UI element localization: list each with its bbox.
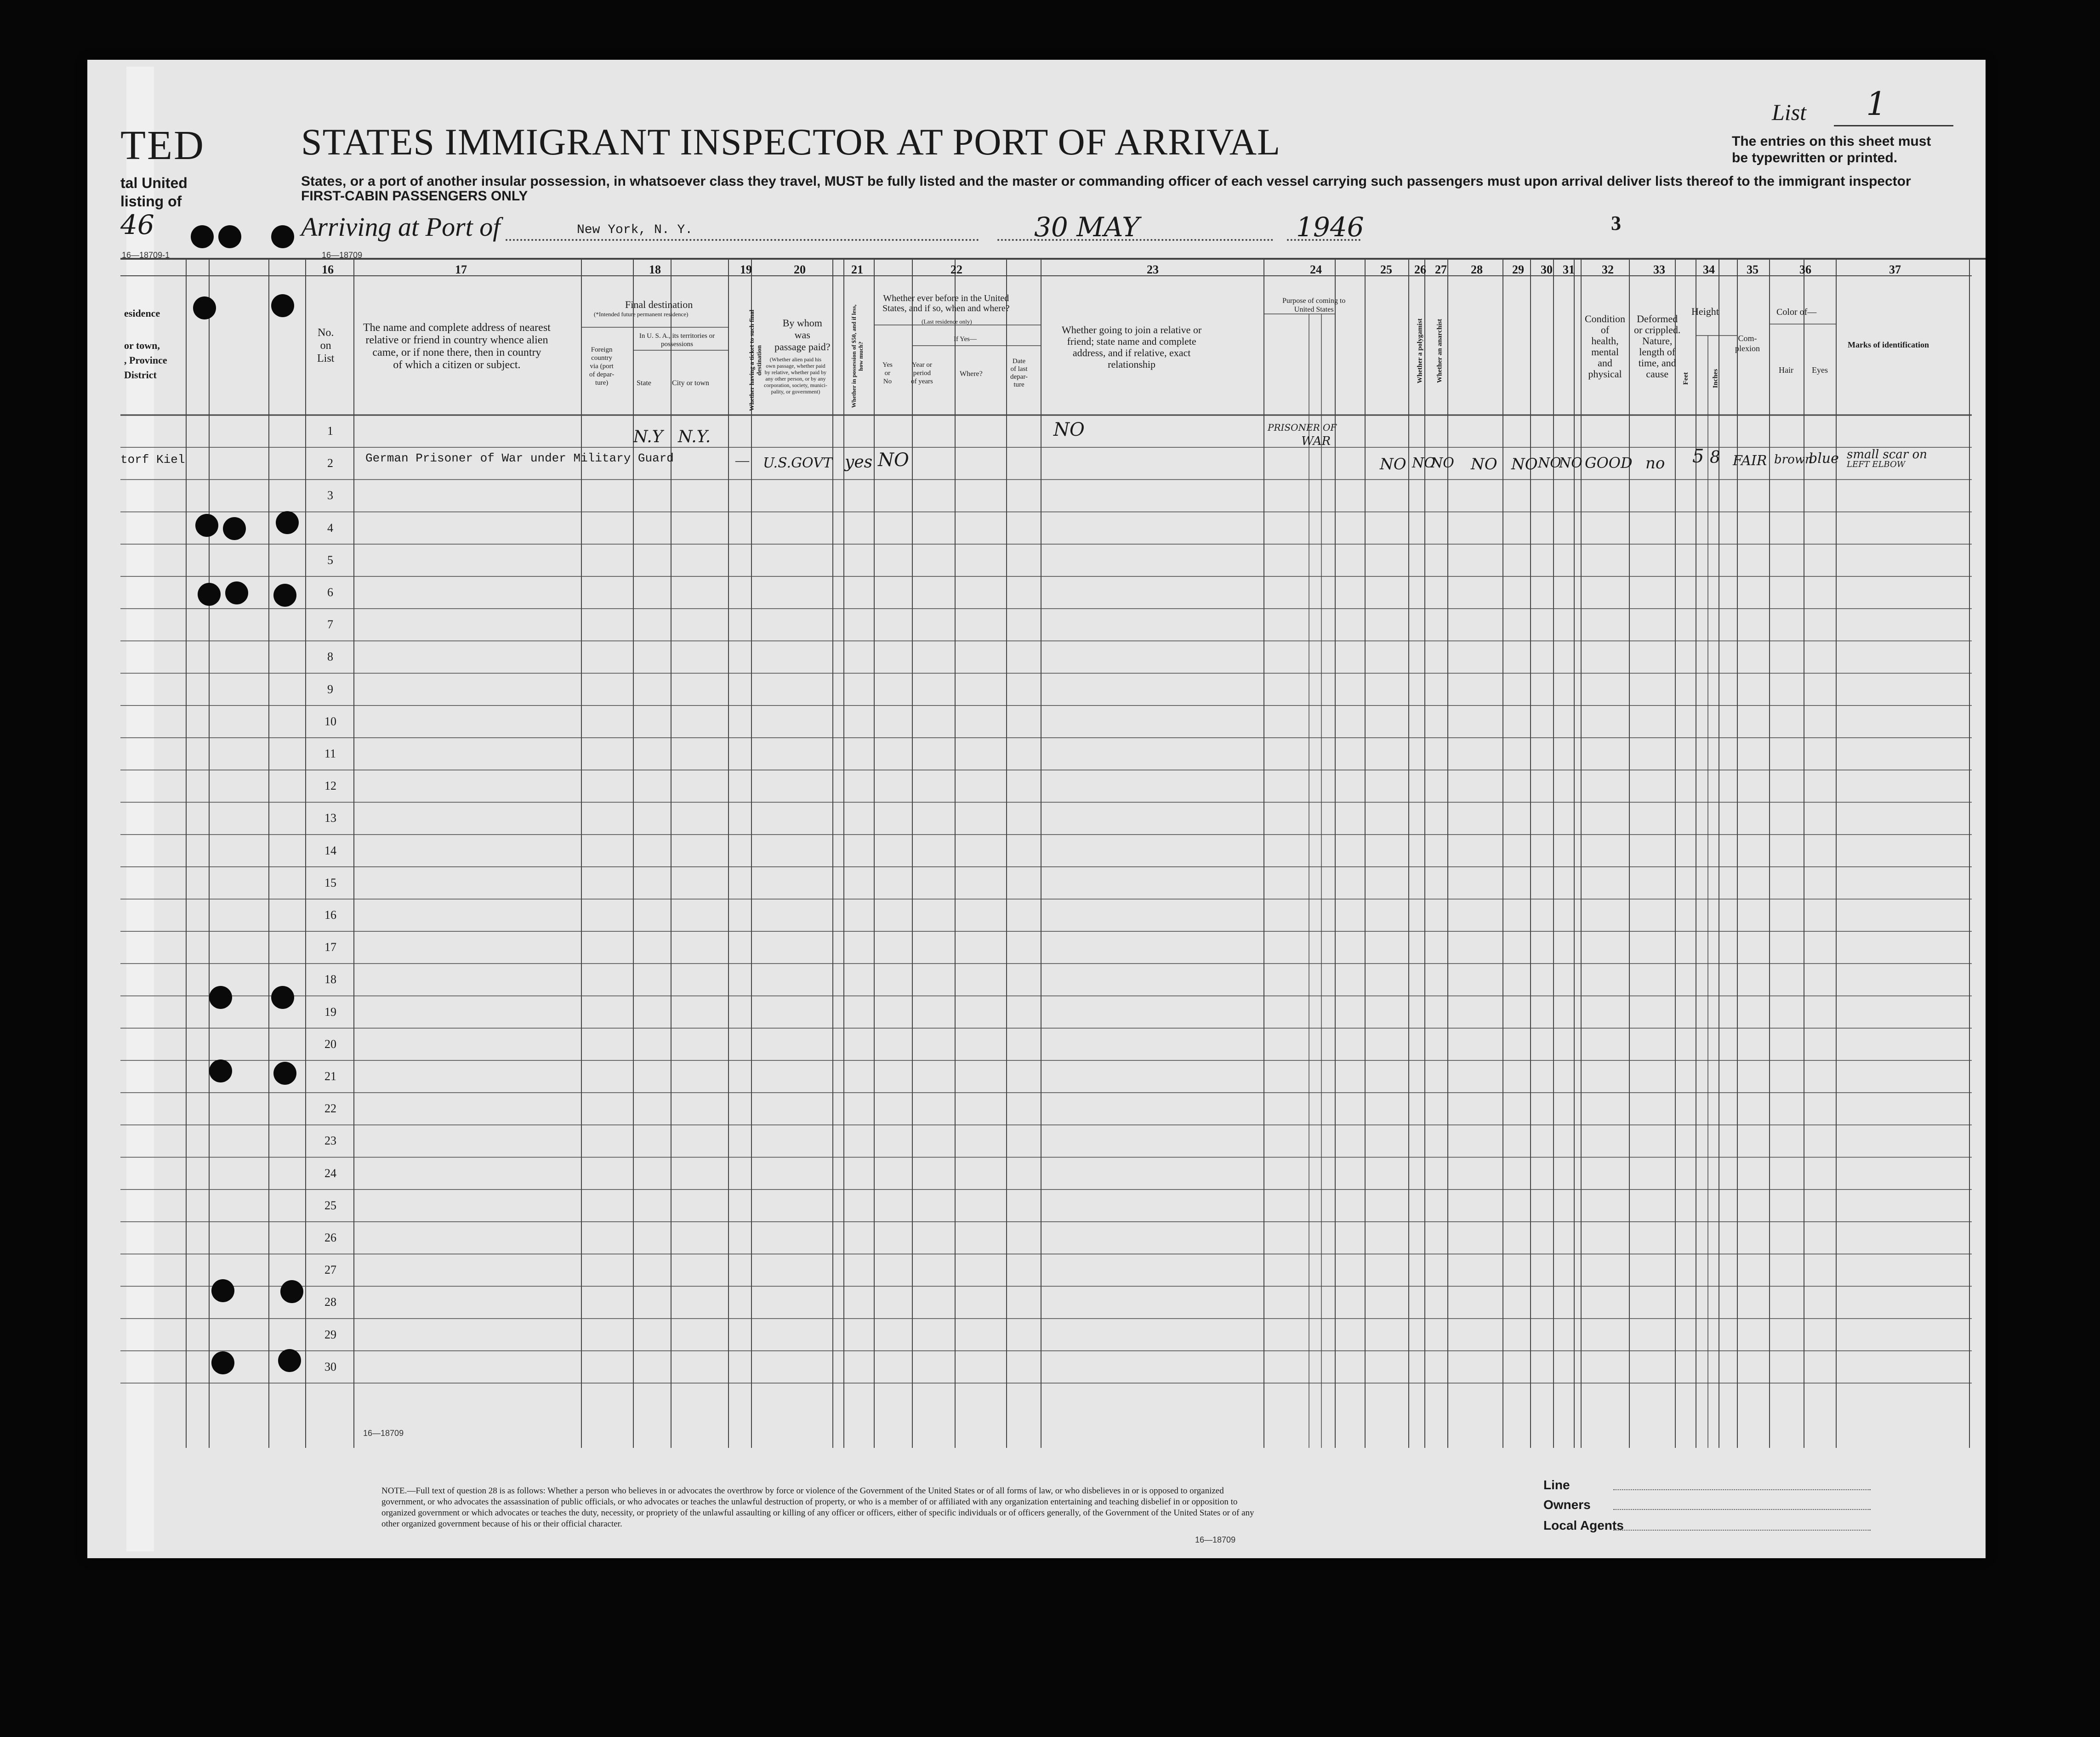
- punch-hole: [209, 1059, 232, 1082]
- col-22-last-4: ture: [1013, 381, 1024, 388]
- col-22-where: Where?: [960, 370, 983, 378]
- page-title: STATES IMMIGRANT INSPECTOR AT PORT OF ARRIVAL: [301, 121, 1281, 163]
- entry-state: N.Y: [633, 427, 663, 446]
- col-20-number: 20: [794, 263, 806, 276]
- entry-purpose: [1268, 421, 1337, 448]
- row-number: 4: [327, 521, 333, 535]
- col-35-header: [1735, 333, 1760, 353]
- form-number-left: 16—18709-1: [122, 251, 170, 260]
- subtitle: States, or a port of another insular possession, in whatsoever class they travel, MUST be fully listed and the master or commanding officer of each vessel carrying such passengers must upon arrival deliver lists thereof to the immigrant inspector: [301, 174, 1911, 189]
- col-18-foreign: [589, 346, 614, 387]
- punch-hole: [271, 225, 294, 248]
- row-number: 3: [327, 489, 333, 502]
- entry-hair: brown: [1774, 453, 1813, 467]
- cabin-class: FIRST-CABIN PASSENGERS ONLY: [301, 188, 528, 204]
- row-number: 17: [324, 940, 336, 954]
- col-22-last-departure: [1010, 358, 1028, 389]
- col-22-last-1: Date: [1012, 358, 1026, 365]
- col-23-line-4: relationship: [1108, 359, 1156, 370]
- col-18-number: 18: [649, 263, 661, 276]
- col-34-inches: Inches: [1712, 369, 1719, 388]
- entry-deformed: no: [1645, 454, 1665, 473]
- col-27-number: 27: [1435, 263, 1447, 276]
- col-18-foreign-2: country: [591, 354, 613, 362]
- left-fragment-line-1: tal United: [120, 175, 188, 191]
- punch-hole: [225, 581, 248, 604]
- col-23-line-2: friend; state name and complete: [1067, 336, 1196, 347]
- left-title-fragment: TED: [120, 123, 205, 168]
- col-22-if-yes: If Yes—: [954, 336, 977, 343]
- residence-fragment-1: esidence: [124, 308, 160, 319]
- col-22-last-2: of last: [1010, 365, 1028, 373]
- entry-city: N.Y.: [678, 427, 711, 446]
- col-27-header: Whether an anarchist: [1436, 319, 1444, 383]
- row-number: 10: [324, 714, 336, 728]
- col-32-line-3: health,: [1591, 335, 1619, 347]
- col-34-feet: Feet: [1682, 372, 1690, 385]
- entry-c29: NO: [1511, 455, 1538, 473]
- row-number: 26: [324, 1231, 336, 1244]
- instruction-line-1: The entries on this sheet must: [1732, 134, 1931, 149]
- col-24-header: [1282, 296, 1345, 314]
- arrival-date: 30 MAY: [1034, 211, 1140, 243]
- row-number: 9: [327, 682, 333, 696]
- col-32-line-5: and: [1598, 357, 1612, 369]
- col-23-header: [1062, 324, 1201, 370]
- form-number-mid: 16—18709: [322, 251, 363, 260]
- col-16-line-2: on: [320, 340, 331, 352]
- punch-hole: [276, 511, 299, 534]
- entry-paid-by: U.S.GOVT: [763, 455, 832, 471]
- punch-hole: [211, 1279, 234, 1302]
- col-22-line-2: States, and if so, when and where?: [882, 303, 1010, 313]
- entry-relative: German Prisoner of War under Military Guard: [365, 451, 674, 465]
- col-19-number: 19: [740, 263, 752, 276]
- col-25-number: 25: [1380, 263, 1392, 276]
- col-20-instructions: [764, 356, 827, 395]
- col-23-line-1: Whether going to join a relative or: [1062, 324, 1202, 336]
- row-number: 19: [324, 1005, 336, 1019]
- col-31-number: 31: [1563, 263, 1575, 276]
- list-number: 1: [1866, 85, 1887, 123]
- entry-money: yes: [845, 453, 873, 472]
- col-20-small-5: corporation, society, munici-: [764, 382, 827, 388]
- col-21-header: Whether in possession of $50, and if less, how much?: [850, 304, 864, 408]
- entry-ever-before: NO: [878, 450, 909, 471]
- col-18-header: Final destination: [625, 299, 693, 310]
- col-34-header: Height: [1691, 306, 1719, 317]
- form-number-bottom: 16—18709: [1195, 1535, 1236, 1544]
- col-22-yes: Yes: [882, 361, 893, 369]
- row-number: 6: [327, 586, 333, 599]
- col-26-header: Whether a polygamist: [1416, 318, 1424, 384]
- entry-health: GOOD: [1585, 454, 1633, 472]
- punch-hole: [209, 986, 232, 1009]
- entry-purpose-2: WAR: [1301, 434, 1331, 448]
- col-17-line-2: relative or friend in country whence alien: [365, 334, 548, 346]
- sheet-number: 3: [1611, 212, 1621, 234]
- punch-hole: [278, 1349, 301, 1372]
- col-17-number: 17: [455, 263, 467, 276]
- col-36-header: Color of—: [1776, 307, 1817, 317]
- col-24-line-2: United States: [1294, 306, 1334, 313]
- col-18-foreign-5: ture): [595, 379, 609, 387]
- col-24-line-1: Purpose of coming to: [1282, 297, 1346, 305]
- col-36-eyes: Eyes: [1812, 365, 1828, 375]
- punch-hole: [273, 584, 296, 607]
- col-37-header: Marks of identification: [1848, 340, 1929, 349]
- row-number: 2: [327, 456, 333, 470]
- row-number: 27: [324, 1263, 336, 1277]
- arrival-year: 1946: [1296, 211, 1364, 243]
- question-28-note: NOTE.—Full text of question 28 is as follows: Whether a person who believes in or advocates the overthrow by force or violence of the Government of the United States or of all forms of law, or who disbelieves in or is opposed to organized government, or who advocates the assassination of public officials, or who advocates or teaches the unlawful destruction of property, or who is a member of or affiliated with any organization entertaining and teaching disbelief in or opposition to organized government or which advocates or teaches the duty, necessity, or propriety of the unlawful assaulting or killing of any officer or officers, either of specific individuals or of officers generally, of the Government of the United States or of any other organized government because of his or their official character.: [381, 1486, 1254, 1529]
- col-17-line-3: came, or if none there, then in country: [372, 347, 541, 359]
- residence-fragment-4: District: [124, 369, 157, 381]
- col-33-line-3: Nature,: [1642, 335, 1673, 347]
- col-22-year-1: Year or: [912, 361, 932, 369]
- col-16-header: [317, 326, 334, 365]
- col-30-number: 30: [1541, 263, 1553, 276]
- residence-fragment-2: or town,: [124, 340, 160, 351]
- line-label: Line: [1543, 1478, 1570, 1492]
- col-33-line-5: time, and: [1638, 357, 1676, 369]
- col-22-year: [911, 361, 933, 386]
- col-22-line-1: Whether ever before in the United: [883, 293, 1009, 303]
- col-32-header: [1585, 313, 1625, 380]
- row-number: 15: [324, 876, 336, 889]
- row-number: 23: [324, 1134, 336, 1148]
- col-29-number: 29: [1512, 263, 1524, 276]
- punch-hole: [193, 296, 216, 319]
- row-number: 25: [324, 1198, 336, 1212]
- entry-c31: NO: [1559, 455, 1582, 471]
- row-number: 22: [324, 1102, 336, 1116]
- punch-hole: [198, 583, 221, 606]
- col-21-number: 21: [851, 263, 863, 276]
- col-20-header: [774, 317, 831, 353]
- col-36-number: 36: [1799, 263, 1811, 276]
- form-number-table: 16—18709: [363, 1429, 404, 1438]
- col-22-year-3: of years: [911, 378, 933, 385]
- entry-marks: [1847, 450, 1927, 470]
- row-number: 24: [324, 1166, 336, 1180]
- year-fragment: 46: [120, 209, 154, 240]
- entry-c30: NO: [1538, 455, 1561, 471]
- punch-hole: [191, 225, 214, 248]
- arriving-label: Arriving at Port of: [301, 212, 501, 242]
- entry-purpose-1: PRISONER OF: [1268, 422, 1337, 433]
- col-22-no: No: [883, 378, 892, 385]
- col-19-header: Whether having a ticket to such final destination: [749, 309, 763, 411]
- list-label: List: [1772, 99, 1807, 125]
- row-number: 21: [324, 1070, 336, 1083]
- col-20-small-1: (Whether alien paid his: [769, 356, 822, 363]
- row-number: 28: [324, 1295, 336, 1309]
- residence-header-fragment: [124, 304, 167, 384]
- col-18-usa: In U. S. A., its territories or possessions: [639, 332, 715, 348]
- col-33-header: [1634, 313, 1680, 380]
- punch-hole: [195, 514, 218, 537]
- col-33-number: 33: [1653, 263, 1665, 276]
- col-17-line-4: of which a citizen or subject.: [393, 359, 521, 371]
- col-18-foreign-1: Foreign: [591, 346, 613, 353]
- col-32-line-6: physical: [1588, 368, 1622, 380]
- left-fragment-line-2: listing of: [120, 193, 182, 210]
- col-20-line-2: was: [794, 329, 810, 341]
- line-field: [1613, 1489, 1871, 1490]
- col-18-foreign-3: via (port: [590, 363, 614, 370]
- row-number: 29: [324, 1327, 336, 1341]
- col-35-line-1: Com-: [1738, 334, 1757, 343]
- port-name: New York, N. Y.: [577, 223, 693, 237]
- col-32-line-1: Condition: [1585, 313, 1626, 325]
- col-22-number: 22: [950, 263, 962, 276]
- col-16-number: 16: [322, 263, 334, 276]
- col-17-line-1: The name and complete address of nearest: [363, 322, 551, 334]
- row-number: 8: [327, 650, 333, 664]
- row-number: 20: [324, 1037, 336, 1051]
- col-20-line-3: passage paid?: [774, 341, 831, 353]
- col-20-small-3: by relative, whether paid by: [764, 369, 827, 376]
- entry-marks-1: small scar on: [1847, 448, 1927, 461]
- entry-marks-2: LEFT ELBOW: [1847, 460, 1906, 469]
- residence-fragment-3: , Province: [124, 354, 167, 366]
- col-32-number: 32: [1602, 263, 1614, 276]
- entry-c25: NO: [1380, 455, 1406, 473]
- row-number: 14: [324, 843, 336, 857]
- entry-eyes: blue: [1809, 450, 1839, 467]
- col-32-line-4: mental: [1591, 346, 1619, 358]
- entry-ticket: —: [735, 453, 749, 468]
- col-22-yes-no: [882, 361, 893, 386]
- owners-label: Owners: [1543, 1498, 1591, 1512]
- col-20-line-1: By whom: [782, 317, 822, 329]
- entry-joining: NO: [1053, 419, 1085, 440]
- row-number: 11: [324, 747, 336, 760]
- owners-field: [1613, 1509, 1871, 1510]
- entry-c28: NO: [1471, 455, 1497, 473]
- col-24-number: 24: [1310, 263, 1322, 276]
- punch-hole: [223, 517, 246, 540]
- entry-complexion: FAIR: [1733, 453, 1767, 469]
- col-16-line-3: List: [317, 353, 335, 364]
- col-26-number: 26: [1414, 263, 1426, 276]
- row-number: 30: [324, 1360, 336, 1373]
- col-22-or: or: [884, 370, 891, 377]
- punch-hole: [273, 1062, 296, 1085]
- col-23-number: 23: [1147, 263, 1159, 276]
- col-18-foreign-4: of depar-: [589, 371, 615, 378]
- col-34-number: 34: [1703, 263, 1715, 276]
- col-36-hair: Hair: [1779, 365, 1793, 375]
- punch-hole: [271, 986, 294, 1009]
- col-22-last-3: depar-: [1010, 373, 1028, 381]
- row-number: 12: [324, 779, 336, 793]
- punch-hole: [211, 1351, 234, 1374]
- col-18-subheader: (*Intended future permanent residence): [594, 311, 689, 318]
- punch-hole: [271, 294, 294, 317]
- col-33-line-1: Deformed: [1637, 313, 1678, 325]
- row-number: 16: [324, 908, 336, 922]
- col-33-line-4: length of: [1639, 346, 1676, 358]
- col-37-number: 37: [1889, 263, 1901, 276]
- entry-c26: NO: [1412, 455, 1435, 471]
- col-20-small-6: pality, or government): [771, 388, 820, 395]
- col-20-small-2: own passage, whether paid: [766, 363, 825, 369]
- agents-field: [1613, 1530, 1871, 1531]
- punch-hole: [280, 1280, 303, 1303]
- col-16-line-1: No.: [318, 327, 334, 339]
- col-28-number: 28: [1471, 263, 1483, 276]
- col-18-state: State: [637, 379, 651, 387]
- row-number: 5: [327, 553, 333, 567]
- entry-feet: 5: [1692, 446, 1704, 467]
- col-22-header: [882, 293, 1010, 313]
- col-32-line-2: of: [1600, 324, 1610, 336]
- col-22-last-residence: (Last residence only): [922, 318, 972, 325]
- row-number: 1: [327, 424, 333, 438]
- col-23-line-3: address, and if relative, exact: [1072, 347, 1191, 359]
- col-33-line-2: or crippled.: [1634, 324, 1681, 336]
- entry-c27: NO: [1431, 455, 1454, 471]
- col-22-year-2: period: [913, 370, 931, 377]
- row-number: 7: [327, 618, 333, 632]
- col-17-header: [363, 322, 551, 371]
- col-18-city: City or town: [672, 379, 709, 387]
- entry-residence: torf Kiel: [120, 453, 185, 467]
- punch-hole: [218, 225, 241, 248]
- col-20-small-4: any other person, or by any: [765, 376, 826, 382]
- col-33-line-6: cause: [1646, 368, 1669, 380]
- row-number: 13: [324, 811, 336, 825]
- agents-label: Local Agents: [1543, 1518, 1624, 1532]
- entry-inches: 8: [1710, 448, 1720, 467]
- col-35-number: 35: [1747, 263, 1759, 276]
- instruction-line-2: be typewritten or printed.: [1732, 150, 1898, 165]
- row-number: 18: [324, 973, 336, 986]
- col-35-line-2: plexion: [1735, 344, 1760, 353]
